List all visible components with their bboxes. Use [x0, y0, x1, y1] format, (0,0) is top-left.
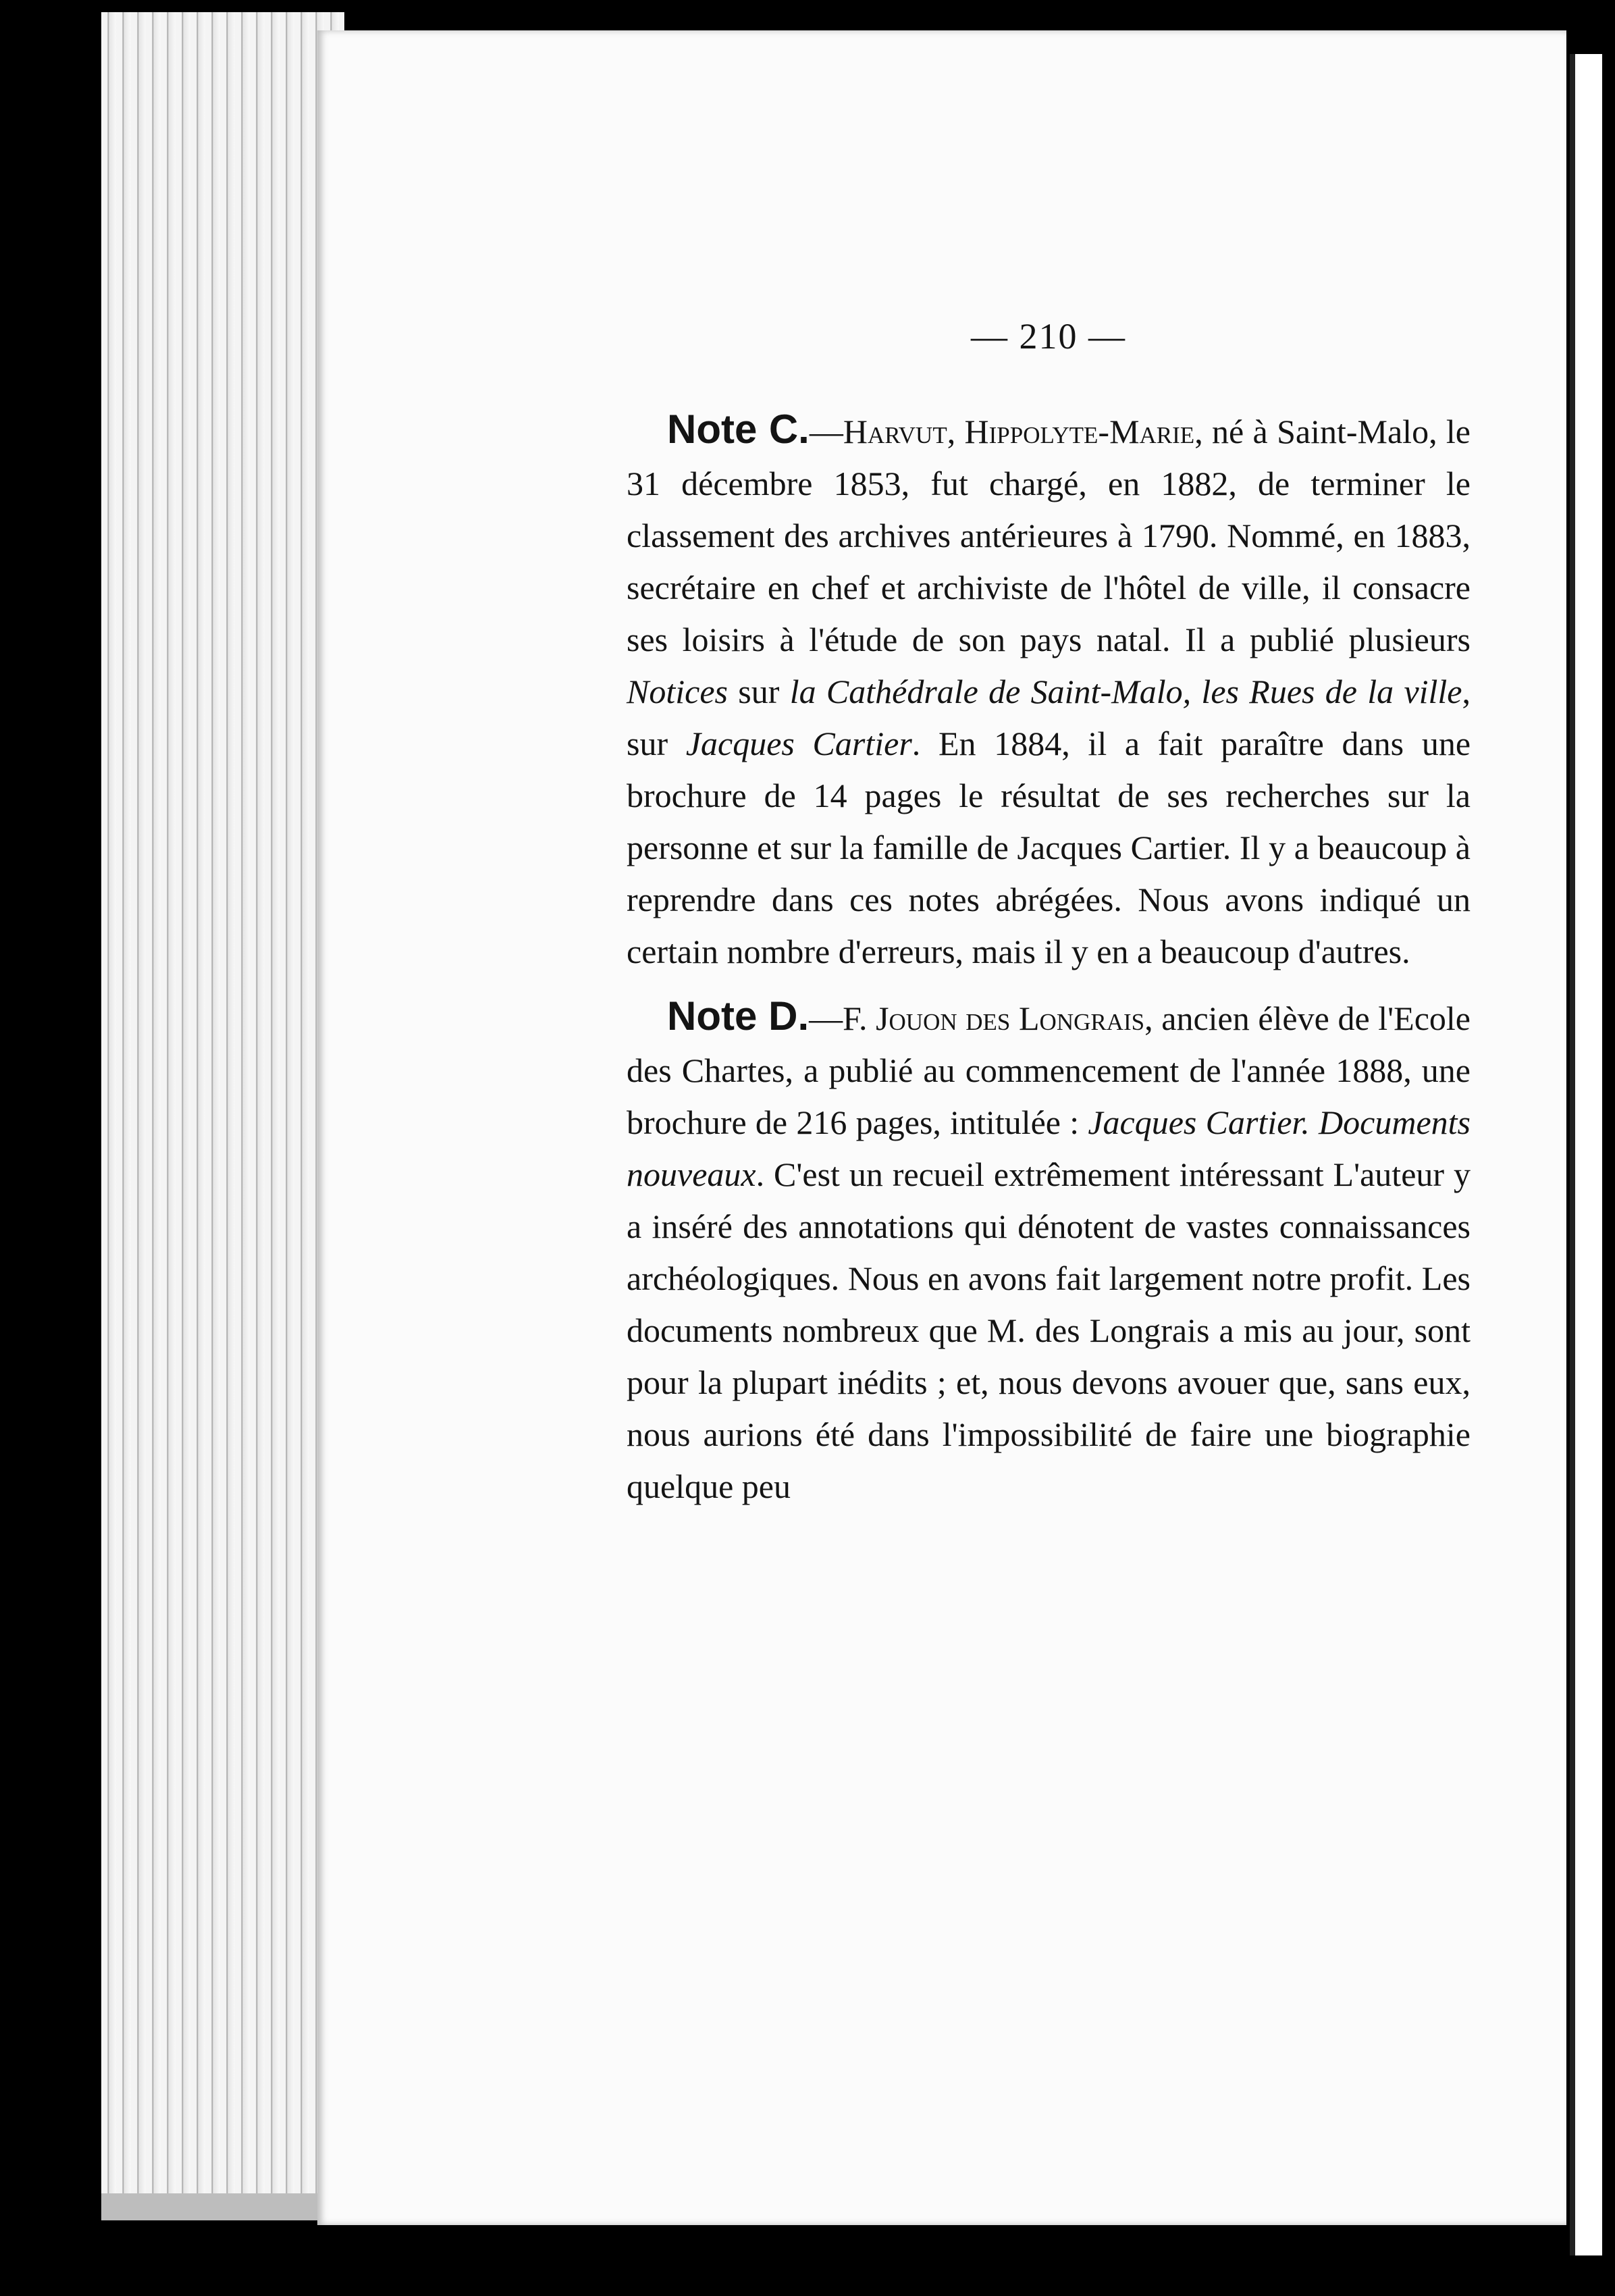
note-c-label: Note C. — [667, 407, 810, 452]
facing-page-edge — [1570, 54, 1602, 2255]
note-c-text-2: sur — [727, 673, 790, 710]
page-text — [627, 316, 1471, 1525]
note-c-text-4: . En 1884, il a fait paraître dans une brochure de 14 pages le résultat de ses recherches sur la personne et sur la famille de Jacques Cartier. Il y a beaucoup à reprendre dans ces notes abrégées. Nous avons indiqué un certain nombre d'erreurs, mais il y en a beaucoup d'autres. — [627, 725, 1471, 970]
note-c-text-3: , sur — [627, 673, 1471, 762]
note-d-label: Note D. — [667, 993, 810, 1039]
note-d-paragraph: Note D.—F. Jouon des Longrais, ancien élève de l'Ecole des Chartes, a publié au commencement de l'année 1888, une brochure de 216 pages, intitulée : Jacques Cartier. Documents nouveaux. C'est un recueil extrêmement intéressant L'auteur y a inséré des annotations qui dénotent de vastes connaissances archéologiques. Nous en avons fait largement notre profit. Les documents nombreux que M. des Longrais a mis au jour, sont pour la plupart inédits ; et, nous devons avouer que, sans eux, nous aurions été dans l'impossibilité de faire une biographie quelque peu — [627, 993, 1471, 1505]
note-c-text-1: , né à Saint-Malo, le 31 décembre 1853, fut chargé, en 1882, de terminer le classement des archives antérieures à 1790. Nommé, en 1883, secrétaire en chef et archiviste de l'hôtel de ville, il consacre ses loisirs à l'étude de son pays natal. Il a publié plusieurs — [627, 413, 1471, 658]
note-c-italic-2: la Cathédrale de Saint-Malo, les Rues de la ville — [789, 673, 1462, 710]
note-c-italic-1: Notices — [627, 673, 728, 710]
note-d-text-1: , ancien élève de l'Ecole des Chartes, a publié au commencement de l'année 1888, une brochure de 216 pages, intitulée : — [627, 999, 1471, 1141]
page-edges-stack — [101, 12, 344, 2220]
note-c-name: Harvut, Hippolyte-Marie — [843, 413, 1195, 450]
note-d-text-2: . C'est un recueil extrêmement intéressant L'auteur y a inséré des annotations qui dénotent de vastes connaissances archéologiques. Nous en avons fait largement notre profit. Les documents nombreux que M. des Longrais a mis au jour, sont pour la plupart inédits ; et, nous devons avouer que, sans eux, nous aurions été dans l'impossibilité de faire une biographie quelque peu — [627, 1155, 1471, 1505]
note-d-italic-1: Jacques Cartier. Documents nouveaux — [627, 1103, 1471, 1193]
note-c-paragraph: Note C.—Harvut, Hippolyte-Marie, né à Saint-Malo, le 31 décembre 1853, fut chargé, en 1882, de terminer le classement des archives antérieures à 1790. Nommé, en 1883, secrétaire en chef et archiviste de l'hôtel de ville, il consacre ses loisirs à l'étude de son pays natal. Il a publié plusieurs Notices sur la Cathédrale de Saint-Malo, les Rues de la ville, sur Jacques Cartier. En 1884, il a fait paraître dans une brochure de 14 pages le résultat de ses recherches sur la personne et sur la famille de Jacques Cartier. Il y a beaucoup à reprendre dans ces notes abrégées. Nous avons indiqué un certain nombre d'erreurs, mais il y en a beaucoup d'autres. — [627, 407, 1471, 970]
page-number: — 210 — — [971, 316, 1126, 357]
note-d-name: F. Jouon des Longrais — [843, 999, 1145, 1037]
note-c-italic-3: Jacques Cartier — [685, 725, 912, 762]
